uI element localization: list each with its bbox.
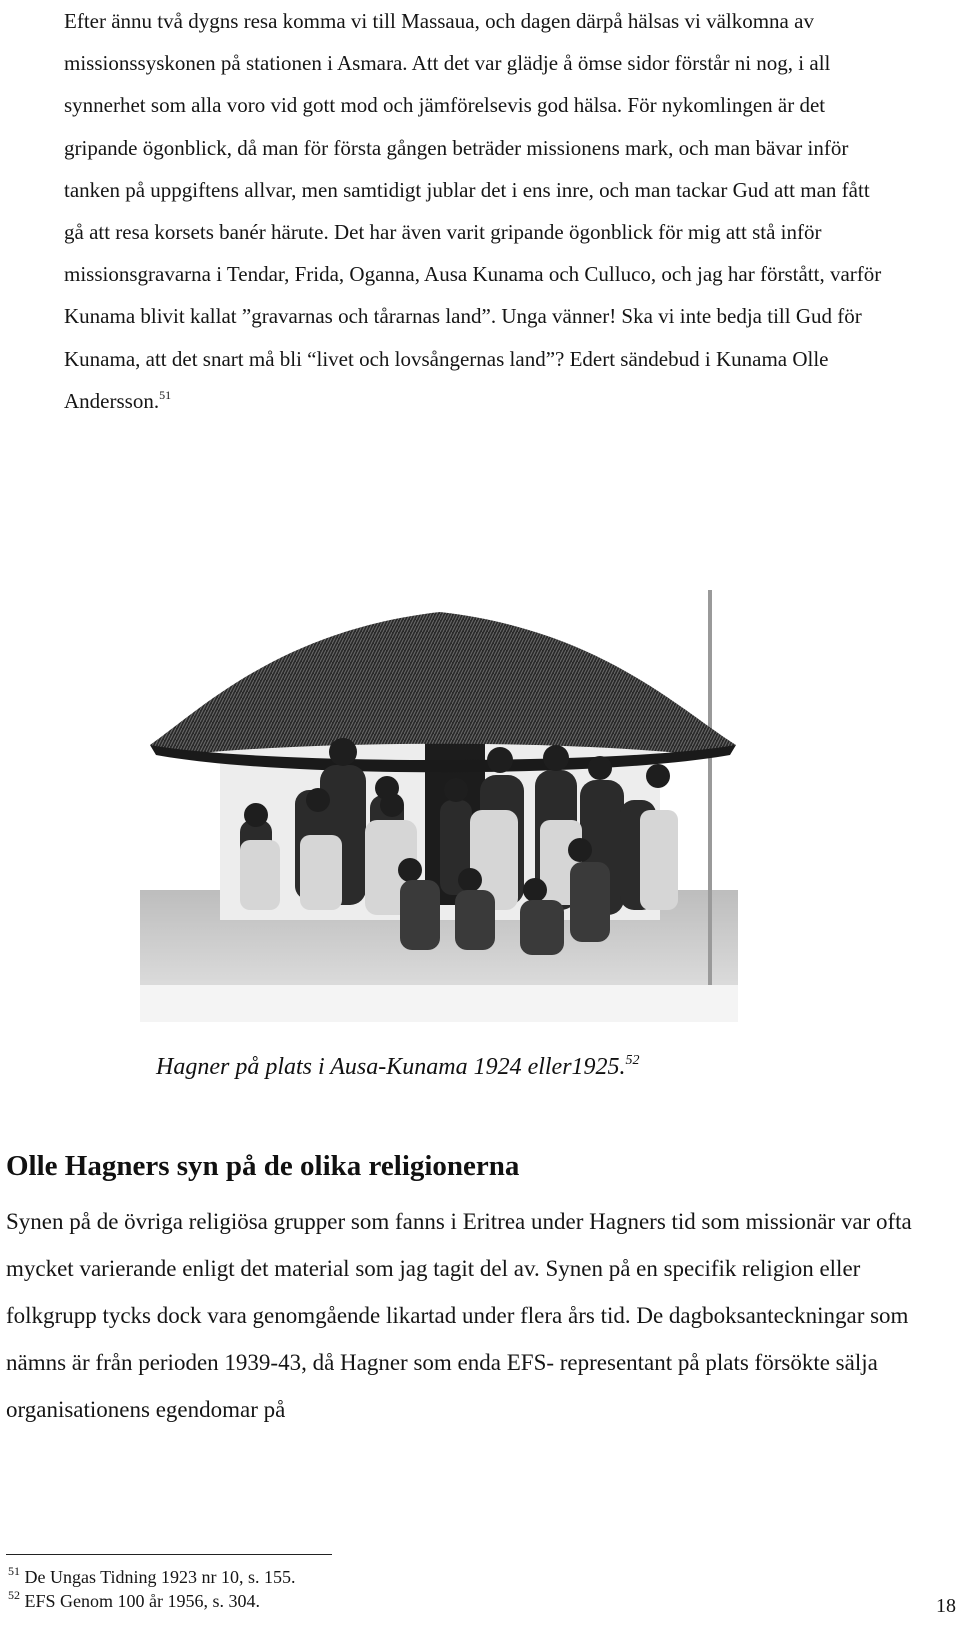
quote-paragraph bbox=[64, 0, 894, 422]
footnotes bbox=[8, 1565, 296, 1613]
section-body bbox=[6, 1198, 956, 1433]
footnote-number: 52 bbox=[8, 1588, 20, 1602]
caption-text: Hagner på plats i Ausa-Kunama 1924 eller1925. bbox=[156, 1054, 626, 1080]
footnote-51 bbox=[8, 1565, 296, 1589]
figure-caption bbox=[156, 1054, 756, 1081]
page-number: 18 bbox=[936, 1595, 956, 1617]
block-quote bbox=[64, 0, 894, 422]
footnote-text: EFS Genom 100 år 1956, s. 304. bbox=[24, 1591, 260, 1611]
quote-text: Efter ännu två dygns resa komma vi till Massaua, och dagen därpå hälsas vi välkomna av missionssyskonen på stationen i Asmara. Att det var glädje å ömse sidor förstår ni nog, i all synnerhet som alla voro vid gott mod och jämförelsevis god hälsa. För nykomlingen är det gripande ögonblick, då man för första gången beträder missionens mark, och man bävar inför tanken på uppgiftens allvar, men samtidigt jublar det i ens inre, och man tackar Gud att man fått gå att resa korsets banér härute. Det har även varit gripande ögonblick för mig att stå inför missionsgravarna i Tendar, Frida, Oganna, Ausa Kunama och Culluco, och jag har förstått, varför Kunama blivit kallat ”gravarnas och tårarnas land”. Unga vänner! Ska vi inte bedja till Gud för Kunama, att det snart må bli “livet och lovsångernas land”? Edert sändebud i Kunama Olle Andersson. bbox=[64, 9, 882, 413]
historical-photograph bbox=[140, 590, 738, 1022]
section-heading: Olle Hagners syn på de olika religionerna bbox=[6, 1150, 520, 1182]
footnote-divider bbox=[6, 1554, 332, 1555]
body-paragraph: Synen på de övriga religiösa grupper som fanns i Eritrea under Hagners tid som missionär var ofta mycket varierande enligt det material som jag tagit del av. Synen på en specifik religion eller folkgrupp tycks dock vara genomgående likartad under flera års tid. De dagboksanteckningar som nämns är från perioden 1939-43, då Hagner som enda EFS- representant på plats försökte sälja organisationens egendomar på bbox=[6, 1209, 912, 1422]
footnote-52 bbox=[8, 1589, 296, 1613]
footnote-text: De Ungas Tidning 1923 nr 10, s. 155. bbox=[24, 1567, 296, 1587]
footnote-number: 51 bbox=[8, 1564, 20, 1578]
footnote-ref-52: 52 bbox=[625, 1053, 640, 1068]
footnote-ref-51: 51 bbox=[159, 387, 172, 402]
